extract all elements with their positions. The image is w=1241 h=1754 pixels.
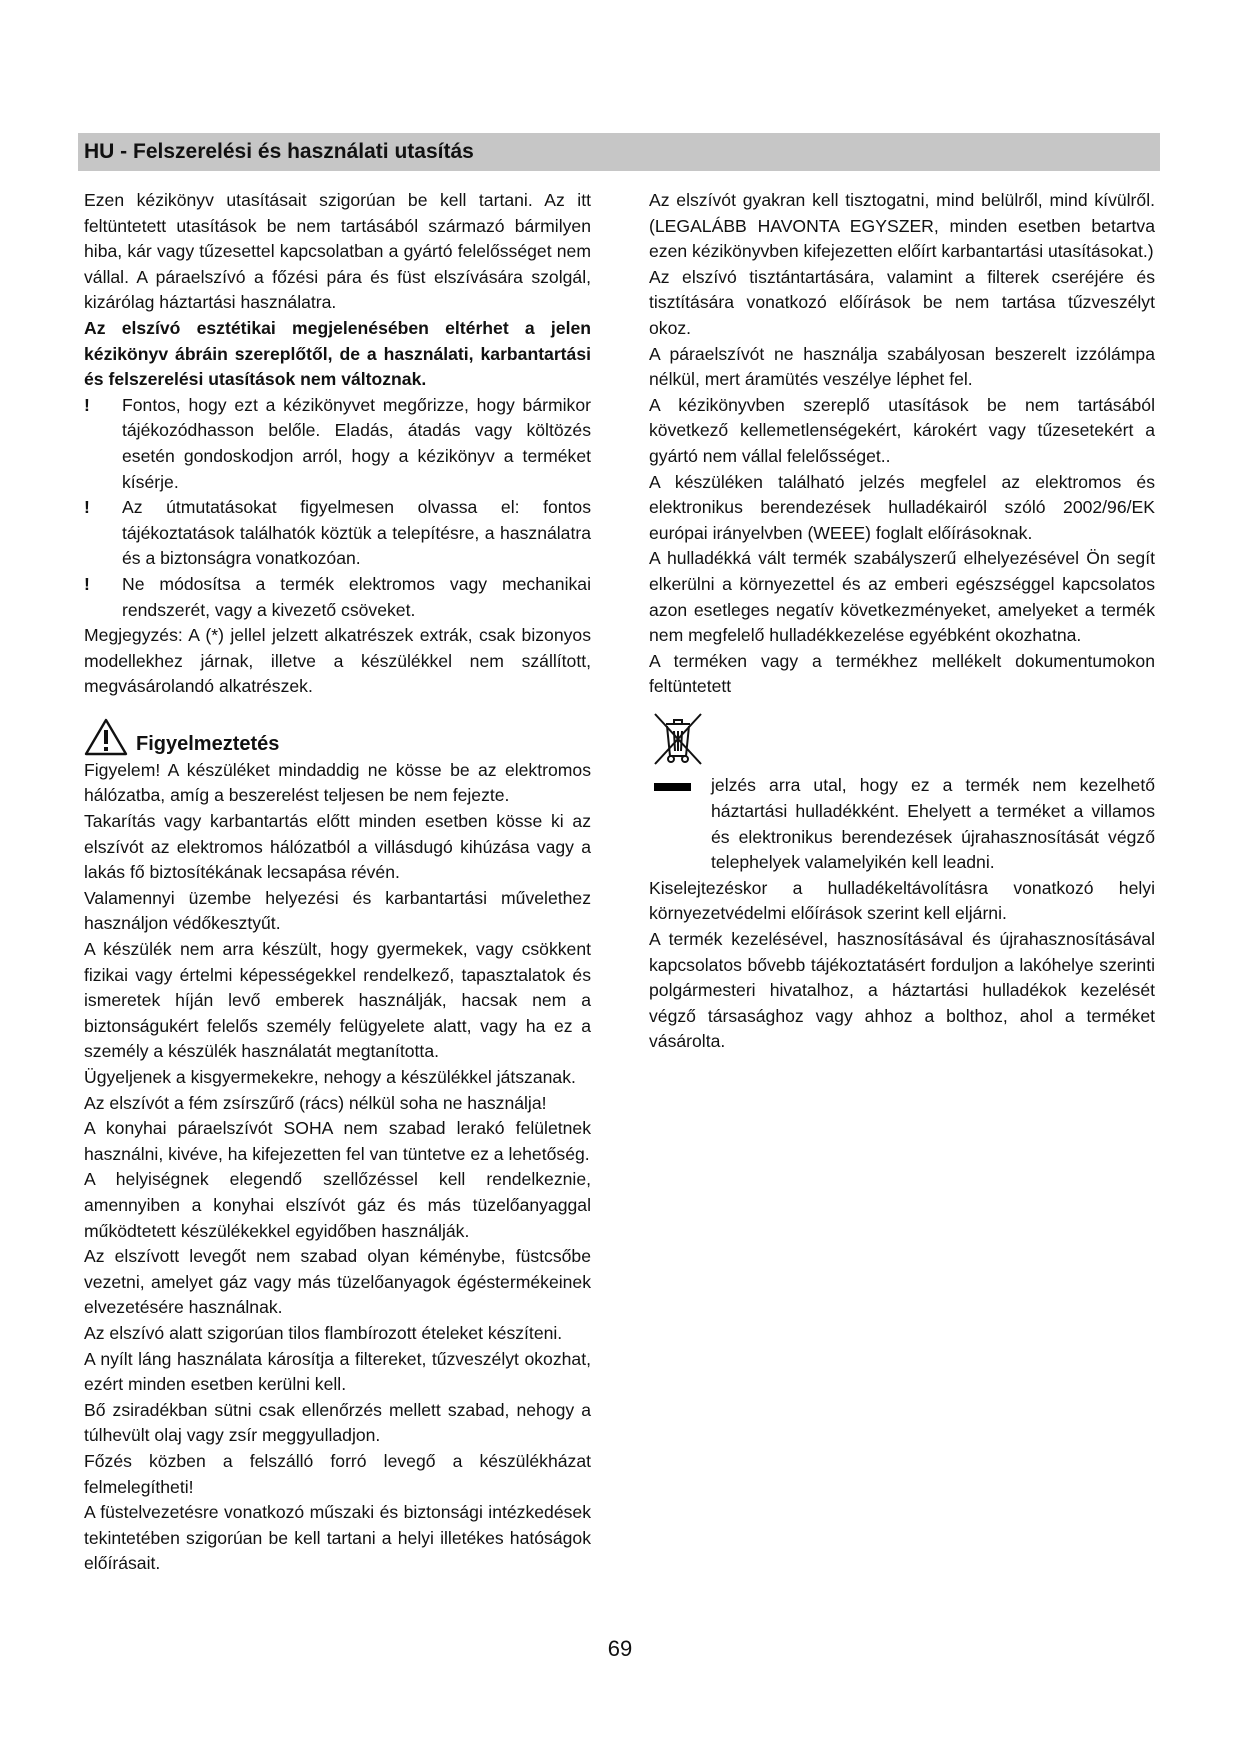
exclamation-icon: ! (84, 573, 90, 594)
page-title-bar (78, 133, 1160, 171)
paragraph: Kiselejtezéskor a hulladékeltávolításra vonatkozó helyi környezetvédelmi előírások szerint kell eljárni. (649, 877, 1155, 924)
list-item-text: Ne módosítsa a termék elektromos vagy mechanikai rendszerét, vagy a kivezető csöveket. (122, 573, 591, 620)
warning-paragraph: Az elszívót a fém zsírszűrő (rács) nélkül soha ne használja! (84, 1092, 547, 1113)
list-item (84, 495, 591, 572)
page-title: HU - Felszerelési és használati utasítás (84, 140, 474, 163)
warning-paragraph: Figyelem! A készüléket mindaddig ne kösse be az elektromos hálózatba, amíg a beszerelést teljesen be nem fejezte. (84, 759, 591, 806)
right-column (649, 188, 1155, 1055)
paragraph: A kézikönyvben szereplő utasítások be nem tartásából következő kellemetlenségekért, károkért vagy tűzesetekért a gyártó nem vállal felelősséget.. (649, 394, 1155, 466)
list-item (84, 393, 591, 495)
exclamation-icon: ! (84, 497, 90, 518)
note-paragraph: Megjegyzés: A (*) jellel jelzett alkatrészek extrák, csak bizonyos modellekhez járnak, illetve a készülékkel nem szállított, megvásárolandó alkatrészek. (84, 625, 591, 697)
weee-bar-icon (654, 783, 691, 791)
weee-text: jelzés arra utal, hogy ez a termék nem kezelhető háztartási hulladékként. Ehelyett a terméket a villamos és elektronikus berendezések újrahasznosítását végző telephelyek valamelyikén kell leadni. (711, 775, 1155, 873)
warning-paragraph: A konyhai páraelszívót SOHA nem szabad lerakó felületnek használni, kivéve, ha kifejezetten fel van tüntetve ez a lehetőség. (84, 1118, 591, 1164)
intro-paragraph: Ezen kézikönyv utasításait szigorúan be kell tartani. Az itt feltüntetett utasítások be nem tartásából származó bármilyen hiba, kár vagy tűzesettel kapcsolatban a gyártó felelősséget nem vállal. A páraelszívó a főzési pára és füst elszívására szolgál, kizárólag háztartási használatra. (84, 190, 591, 313)
warning-paragraph: A füstelvezetésre vonatkozó műszaki és biztonsági intézkedések tekintetében szigorúan be kell tartani a helyi illetékes hatóságok előírásait. (84, 1502, 591, 1574)
warning-paragraph: A készülék nem arra készült, hogy gyermekek, vagy csökkent fizikai vagy értelmi képességekkel rendelkező, tapasztalatok és ismeretek híján levő emberek használják, hacsak nem a biztonságukért felelős személy felügyelete alatt, vagy ha ez a személy a készülék használatát megtanította. (84, 939, 591, 1062)
warning-paragraph: Az elszívott levegőt nem szabad olyan kéménybe, füstcsőbe vezetni, amelyet gáz vagy más tüzelőanyagok égéstermékeinek elvezetésére használnak. (84, 1246, 591, 1318)
paragraph: A hulladékká vált termék szabályszerű elhelyezésével Ön segít elkerülni a környezettel és az emberi egészséggel kapcsolatos azon esetleges negatív következményeket, amelyeket a termék nem megfelelő hulladékkezelése egyébként okozhatna. (649, 548, 1155, 646)
paragraph: A készüléken található jelzés megfelel az elektromos és elektronikus berendezések hulladékairól szóló 2002/96/EK európai irányelvben (WEEE) foglalt előírásoknak. (649, 471, 1155, 543)
warning-paragraph: Valamennyi üzembe helyezési és karbantartási művelethez használjon védőkesztyűt. (84, 887, 591, 934)
paragraph: A terméken vagy a termékhez mellékelt dokumentumokon feltüntetett (649, 650, 1155, 697)
page-number: 69 (607, 1636, 633, 1661)
list-item-text: Fontos, hogy ezt a kézikönyvet megőrizze, hogy bármikor tájékozódhasson belőle. Eladás, átadás vagy költözés esetén gondoskodjon arról, hogy a kézikönyv a terméket kísérje. (122, 394, 591, 492)
paragraph: A termék kezelésével, hasznosításával és újrahasznosításával kapcsolatos bővebb tájékoztatásért forduljon a lakóhelye szerinti polgármesteri hivatalhoz, a háztartási hulladékok kezelését végző társasághoz vagy ahhoz a bolthoz, ahol a terméket vásárolta. (649, 929, 1155, 1052)
paragraph: Az elszívó tisztántartására, valamint a filterek cseréjére és tisztítására vonatkozó előírások be nem tartása tűzveszélyt okoz. (649, 266, 1155, 338)
list-item-text: Az útmutatásokat figyelmesen olvassa el: fontos tájékoztatások találhatók köztük a telepítésre, a használatra és a biztonságra vonatkozóan. (122, 497, 591, 569)
paragraph: A páraelszívót ne használja szabályosan beszerelt izzólámpa nélkül, mert áramütés veszélye léphet fel. (649, 343, 1155, 390)
left-column (84, 188, 591, 1577)
warning-heading (84, 718, 591, 756)
warning-paragraph: Bő zsiradékban sütni csak ellenőrzés mellett szabad, nehogy a túlhevült olaj vagy zsír meggyulladjon. (84, 1399, 591, 1446)
exclamation-icon: ! (84, 394, 90, 415)
warning-triangle-icon (84, 718, 128, 756)
design-note: Az elszívó esztétikai megjelenésében eltérhet a jelen kézikönyv ábráin szereplőtől, de a használati, karbantartási és felszerelési utasítások nem változnak. (84, 317, 591, 390)
warning-title: Figyelmeztetés (136, 732, 280, 755)
list-item (84, 572, 591, 623)
warning-paragraph: A nyílt láng használata károsítja a filtereket, tűzveszélyt okozhat, ezért minden esetben kerülni kell. (84, 1348, 591, 1395)
warning-paragraph: A helyiségnek elegendő szellőzéssel kell rendelkeznie, amennyiben a konyhai elszívót gáz és más tüzelőanyaggal működtetett készülékekkel egyidőben használják. (84, 1169, 591, 1241)
paragraph: Az elszívót gyakran kell tisztogatni, mind belülről, mind kívülről. (LEGALÁBB HAVONTA EGYSZER, minden esetben betartva ezen kézikönyvben kifejezetten előírt karbantartási utasításokat.) (649, 190, 1155, 262)
warning-paragraph: Takarítás vagy karbantartás előtt minden esetben kösse ki az elszívót az elektromos hálózatból a villásdugó kihúzása vagy a lakás fő biztosítékának lecsapása révén. (84, 811, 591, 883)
crossed-out-bin-icon (651, 710, 705, 766)
warning-paragraph: Ügyeljenek a kisgyermekekre, nehogy a készülékkel játszanak. (84, 1067, 576, 1087)
bullet-list (84, 393, 591, 623)
weee-paragraph (649, 773, 1155, 875)
weee-symbol (651, 710, 1155, 774)
warning-paragraph: Főzés közben a felszálló forró levegő a készülékházat felmelegítheti! (84, 1450, 591, 1497)
warning-paragraph: Az elszívó alatt szigorúan tilos flambírozott ételeket készíteni. (84, 1322, 563, 1343)
